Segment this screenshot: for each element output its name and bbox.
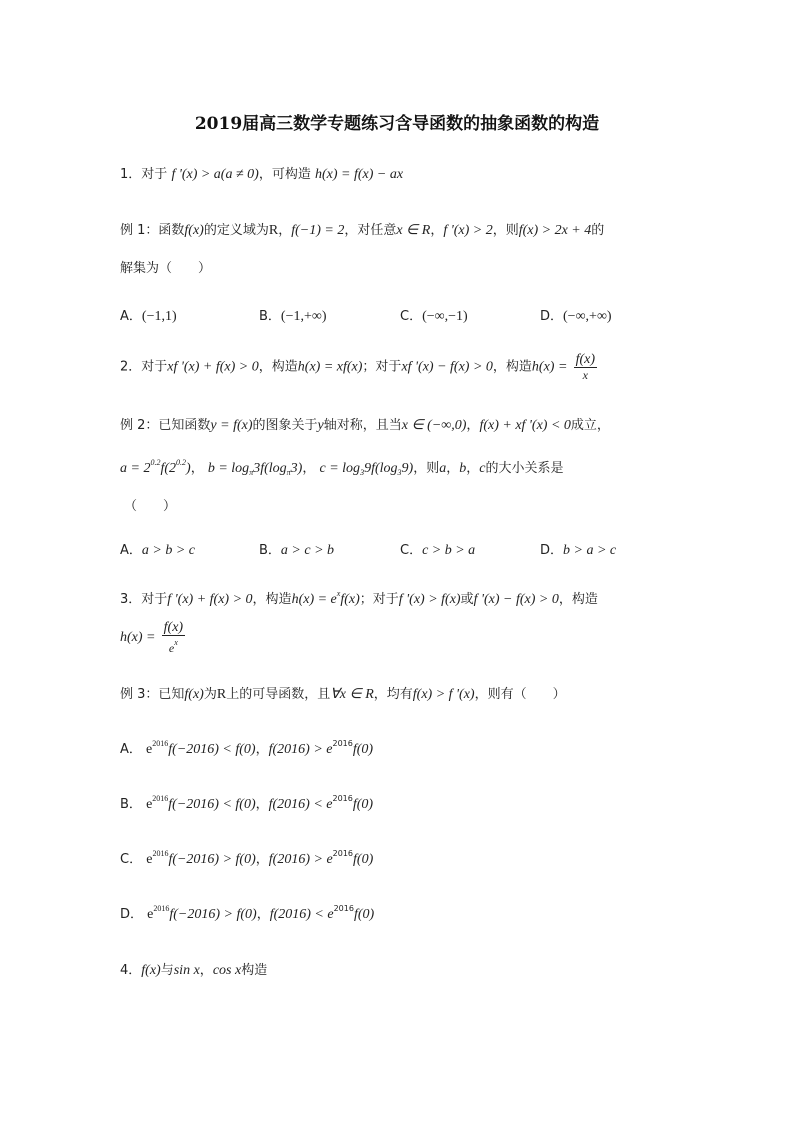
example-2-option-d: D．b > a > c [540, 543, 617, 558]
section-3-line2: h(x) = $\frac{f(x)}{e^x}$ [120, 620, 184, 655]
example-1-option-b: B．(−1,+∞) [259, 309, 327, 324]
section-3: 3．对于f '(x) + f(x) > 0，构造$h(x) = e^xf(x)$；对于f '(x) > f(x)或f '(x) − f(x) > 0，构造 [120, 589, 598, 607]
example-3-option-d: D． $e^{2016}f(-2016) > f(0)$，$f(2016) < e^{2016}f(0)$ [120, 904, 375, 922]
example-3-option-a: A． $e^{2016}f(-2016) < f(0)$，$f(2016) > e^{2016}f(0)$ [120, 739, 374, 757]
example-3-option-b: B． $e^{2016}f(-2016) < f(0)$，$f(2016) < e^{2016}f(0)$ [120, 794, 374, 812]
example-3-question: 例 3：已知f(x)为R上的可导函数，且∀x ∈ R，均有f(x) > f '(x)，则有（ ） [120, 687, 566, 702]
example-2-option-c: C．c > b > a [400, 543, 476, 558]
fraction-fx-over-ex: $\frac{f(x)}{e^x}$ [163, 620, 184, 655]
example-1-option-c: C．(−∞,−1) [400, 309, 468, 324]
example-1-question: 例 1：函数f(x)的定义域为R，f(−1) = 2，对任意x ∈ R，f '(x) > 2，则f(x) > 2x + 4的 [120, 223, 605, 238]
example-1-option-a: A．(−1,1) [120, 309, 177, 324]
example-3-option-c: C． $e^{2016}f(-2016) > f(0)$，$f(2016) > e^{2016}f(0)$ [120, 849, 374, 867]
section-1: 1．对于 f '(x) > a(a ≠ 0)，可构造 h(x) = f(x) − ax [120, 167, 404, 182]
section-4: 4．f(x)与sin x，cos x构造 [120, 963, 268, 978]
section-2: 2．对于xf '(x) + f(x) > 0，构造h(x) = xf(x)；对于xf '(x) − f(x) > 0，构造h(x) = $\frac{f(x)}{x}$ [120, 352, 595, 382]
example-2-question: 例 2：已知函数y = f(x)的图象关于y轴对称，且当x ∈ (−∞,0)，f(x) + xf '(x) < 0成立， [120, 418, 610, 433]
document-title: 2019届高三数学专题练习含导函数的抽象函数的构造 [194, 114, 600, 134]
fraction-fx-over-x: $\frac{f(x)}{x}$ [575, 352, 595, 382]
example-2-option-a: A．a > b > c [120, 543, 196, 558]
example-1-option-d: D．(−∞,+∞) [540, 309, 612, 324]
example-2-answer-blank: （ ） [124, 499, 177, 514]
example-2-values: $a = 2^{0.2}f(2^{0.2})$， $b = \log_\pi 3f(\log_\pi 3)$， $c = \log_39f(\log_39)$，则a，b，c的大小关系是 [120, 458, 564, 477]
example-2-option-b: B．a > c > b [259, 543, 335, 558]
example-1-question-line2: 解集为（ ） [120, 261, 212, 276]
